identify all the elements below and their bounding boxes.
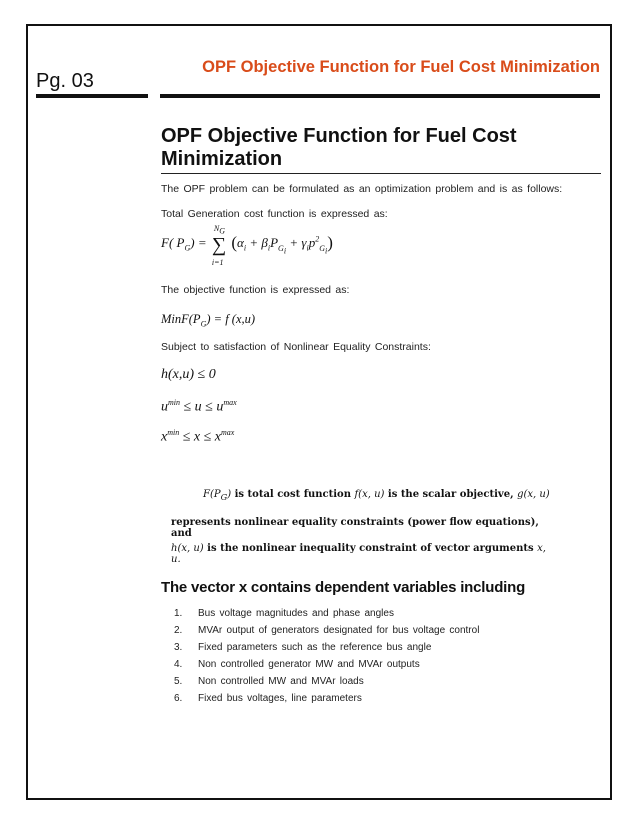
page-number-label: Pg. 03 xyxy=(36,70,94,92)
cost-eq-p2: p xyxy=(308,235,316,250)
cost-eq-beta: + β xyxy=(246,235,268,250)
note-g-func: g(x, u) xyxy=(517,489,550,500)
list-item xyxy=(174,673,479,690)
list-item-text: Non controlled MW and MVAr loads xyxy=(198,676,364,687)
cost-eq-lhs: F( P xyxy=(161,235,185,250)
note-f-expr: F(P xyxy=(203,489,221,500)
constraint-u-bounds xyxy=(161,398,237,416)
note-line-3 xyxy=(171,543,551,565)
list-item xyxy=(174,605,479,622)
note-args: x, u. xyxy=(171,543,546,565)
header-title: OPF Objective Function for Fuel Cost Minimization xyxy=(202,58,600,76)
u-bounds-mid: ≤ u ≤ u xyxy=(180,399,224,415)
note-text-3: is the nonlinear inequality constraint of vector arguments xyxy=(203,543,538,554)
note-f-func: f(x, u) xyxy=(354,489,385,500)
note-f-sub: G xyxy=(220,492,228,502)
list-item-number: 2. xyxy=(174,625,183,636)
list-item-text: Bus voltage magnitudes and phase angles xyxy=(198,608,394,619)
list-item-number: 3. xyxy=(174,642,183,653)
list-item-text: Non controlled generator MW and MVAr outputs xyxy=(198,659,420,670)
constraint-x-bounds xyxy=(161,428,234,446)
objective-eq-end: ) = f (x,u) xyxy=(206,312,256,326)
intro-text: The OPF problem can be formulated as an optimization problem and is as follows: xyxy=(161,183,563,195)
cost-equation: F( $P_G$) = ∑ $N_G$ i=1 $(\alpha_i + \beta_iP_{G_i} + \gamma_ip^2_{G_i})$ xyxy=(161,224,333,267)
list-item-number: 1. xyxy=(174,608,183,619)
note-text-2: is the scalar objective, xyxy=(384,489,518,500)
list-item xyxy=(174,690,479,707)
note-f-end: ) xyxy=(227,489,232,500)
x-min-var: x xyxy=(161,429,168,445)
cost-eq-p: P xyxy=(270,235,279,250)
header-rule-right xyxy=(160,94,600,98)
dependent-variables-list xyxy=(174,605,479,707)
cost-function-label: Total Generation cost function is expressed as: xyxy=(161,208,388,220)
u-min-var: u xyxy=(161,399,168,415)
u-max-sup: max xyxy=(223,398,237,407)
objective-label: The objective function is expressed as: xyxy=(161,284,350,296)
list-item-number: 4. xyxy=(174,659,183,670)
objective-equation: $MinF(P_G) = f$ (x,u) xyxy=(161,312,256,329)
sum-lower: i=1 xyxy=(211,258,224,267)
note-text-1: is total cost function xyxy=(231,489,355,500)
section-heading: The vector x contains dependent variables including xyxy=(161,579,526,596)
u-min-sup: min xyxy=(168,398,180,407)
header-rule-left xyxy=(36,94,148,98)
x-max-sup: max xyxy=(221,428,235,437)
cost-eq-lhs-sub: G xyxy=(184,243,191,253)
list-item-number: 6. xyxy=(174,693,183,704)
list-item xyxy=(174,639,479,656)
list-item-text: Fixed bus voltages, line parameters xyxy=(198,693,362,704)
list-item-text: MVAr output of generators designated for bus voltage control xyxy=(198,625,480,636)
page-title: OPF Objective Function for Fuel Cost Minimization xyxy=(161,125,517,170)
note-line-2: represents nonlinear equality constraints (power flow equations), and xyxy=(171,517,539,539)
constraints-label: Subject to satisfaction of Nonlinear Equality Constraints: xyxy=(161,341,431,353)
list-item-number: 5. xyxy=(174,676,183,687)
x-min-sup: min xyxy=(167,428,180,437)
cost-eq-alpha: α xyxy=(237,235,244,250)
list-item-text: Fixed parameters such as the reference bus angle xyxy=(198,642,432,653)
list-item xyxy=(174,622,479,639)
note-line-1 xyxy=(203,489,583,502)
objective-eq-start: MinF(P xyxy=(161,312,201,326)
x-bounds-mid: ≤ x ≤ x xyxy=(179,429,222,445)
note-h-func: h(x, u) xyxy=(171,543,204,554)
summation-symbol: ∑ $N_G$ i=1 xyxy=(211,224,227,267)
list-item xyxy=(174,656,479,673)
title-underline xyxy=(161,173,601,174)
constraint-inequality: h(x,u) ≤ 0 xyxy=(161,367,216,382)
cost-eq-gamma: + γ xyxy=(286,235,307,250)
sum-upper: N xyxy=(213,224,220,233)
cost-eq-lhs-end: ) = xyxy=(190,235,207,250)
sum-upper-sub: G xyxy=(219,226,225,236)
